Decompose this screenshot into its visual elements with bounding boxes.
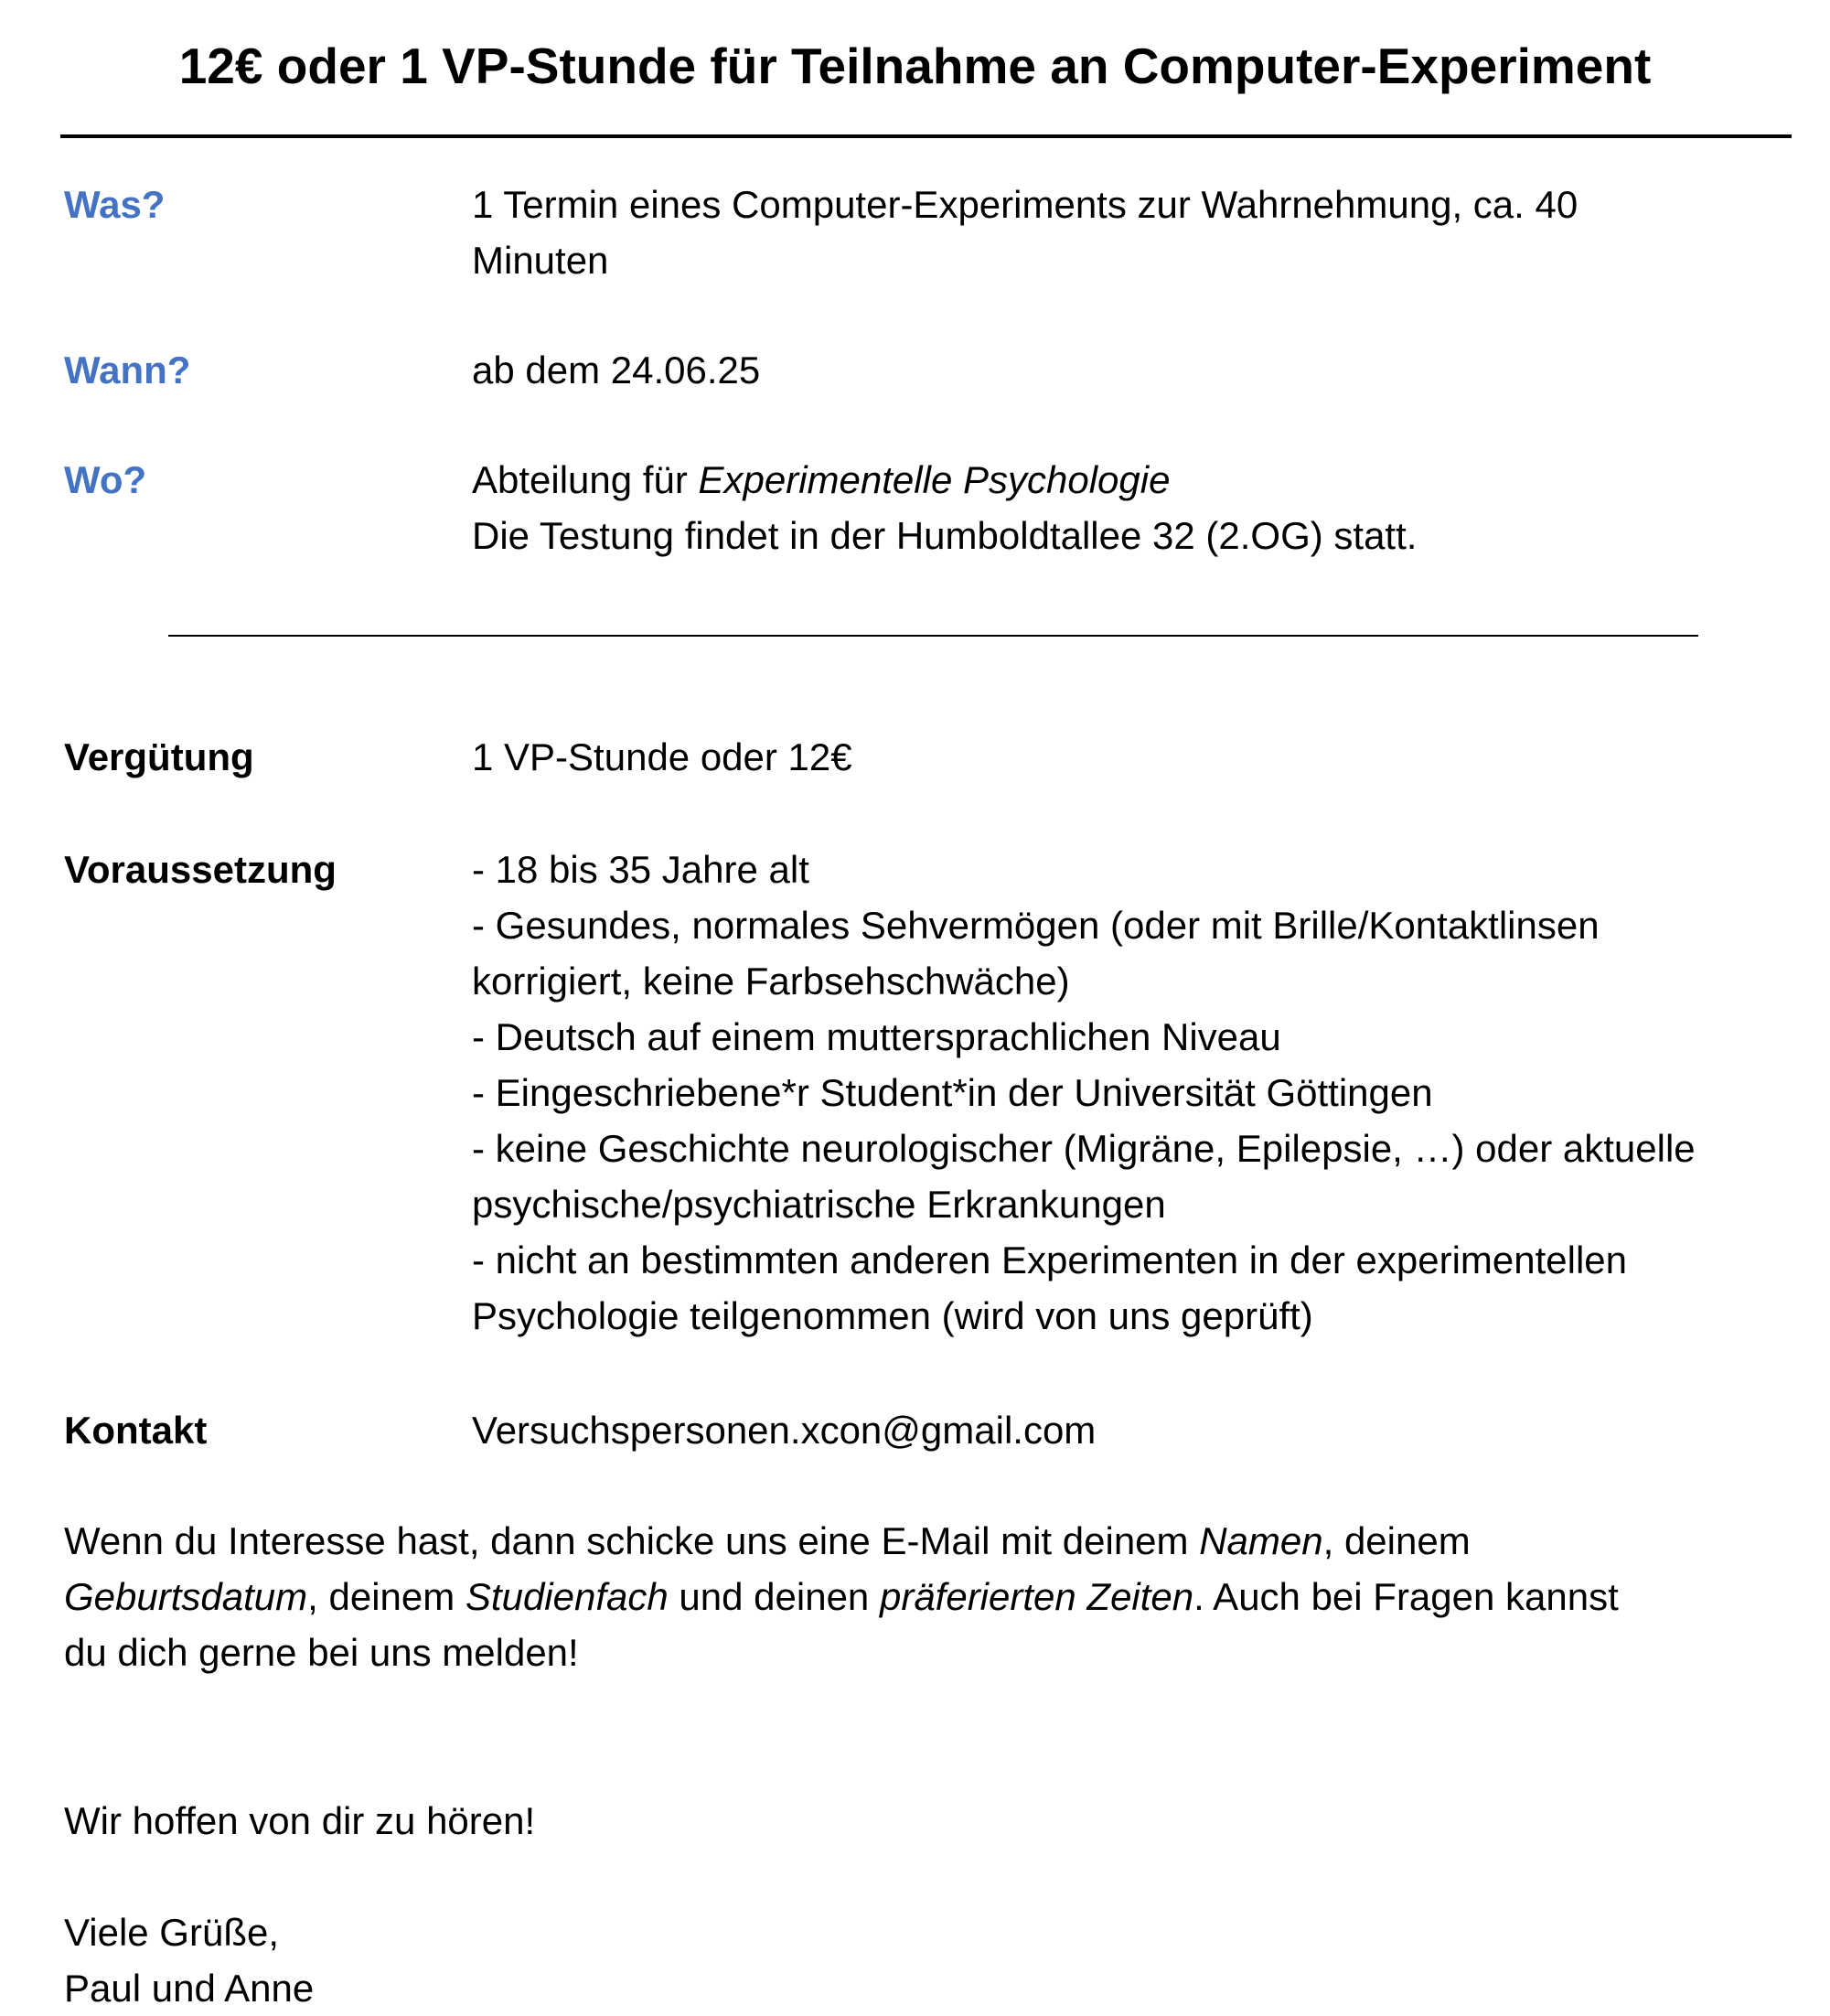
requirement-line: - Deutsch auf einem muttersprachlichen Niveau	[472, 1015, 1281, 1058]
contact-email: Versuchspersonen.xcon@gmail.com	[472, 1409, 1097, 1452]
label-kontakt: Kontakt	[64, 1409, 208, 1452]
requirement-line: Psychologie teilgenommen (wird von uns geprüft)	[472, 1294, 1313, 1337]
label-voraussetzung: Voraussetzung	[64, 848, 337, 891]
value-voraussetzung	[472, 842, 1696, 1344]
value-wo-line1	[472, 452, 1417, 508]
section-divider	[168, 635, 1698, 637]
interest-text: , deinem	[307, 1575, 466, 1618]
closing-signature	[64, 1904, 314, 2016]
label-verguetung: Vergütung	[64, 735, 254, 778]
label-was: Was?	[64, 183, 166, 226]
interest-text: , deinem	[1322, 1519, 1471, 1562]
interest-emphasis-geburtsdatum: Geburtsdatum	[64, 1575, 308, 1618]
page-title: 12€ oder 1 VP-Stunde für Teilnahme an Computer-Experiment	[178, 38, 1652, 94]
label-wo: Wo?	[64, 458, 147, 501]
interest-line-3: du dich gerne bei uns melden!	[64, 1631, 579, 1674]
value-was	[472, 177, 1578, 288]
title-divider	[60, 134, 1792, 138]
requirement-line: - Eingeschriebene*r Student*in der Universität Göttingen	[472, 1071, 1433, 1114]
label-wann: Wann?	[64, 349, 191, 391]
interest-emphasis-namen: Namen	[1199, 1519, 1323, 1562]
interest-text: . Auch bei Fragen kannst	[1193, 1575, 1619, 1618]
interest-text: Wenn du Interesse hast, dann schicke uns eine E-Mail mit deinem	[64, 1519, 1200, 1562]
requirement-line: - nicht an bestimmten anderen Experimenten in der experimentellen	[472, 1239, 1628, 1281]
interest-line-2	[64, 1569, 1619, 1625]
value-wo-department: Experimentelle Psychologie	[698, 458, 1171, 501]
requirement-line: - 18 bis 35 Jahre alt	[472, 848, 809, 891]
value-wann: ab dem 24.06.25	[472, 349, 761, 391]
requirement-line: - keine Geschichte neurologischer (Migräne, Epilepsie, …) oder aktuelle	[472, 1127, 1696, 1170]
value-wo	[472, 452, 1417, 563]
requirement-line: psychische/psychiatrische Erkrankungen	[472, 1183, 1166, 1226]
requirement-line: korrigiert, keine Farbsehschwäche)	[472, 960, 1070, 1003]
interest-text: und deinen	[668, 1575, 880, 1618]
closing-names: Paul und Anne	[64, 1967, 315, 2010]
interest-line-1	[64, 1513, 1619, 1569]
closing-hope: Wir hoffen von dir zu hören!	[64, 1799, 536, 1842]
requirement-line: - Gesundes, normales Sehvermögen (oder mit Brille/Kontaktlinsen	[472, 904, 1600, 947]
value-wo-prefix: Abteilung für	[472, 458, 699, 501]
interest-paragraph	[64, 1513, 1619, 1680]
interest-emphasis-studienfach: Studienfach	[465, 1575, 669, 1618]
closing-greeting: Viele Grüße,	[64, 1911, 279, 1954]
value-was-line2: Minuten	[472, 239, 609, 282]
interest-emphasis-zeiten: präferierten Zeiten	[879, 1575, 1194, 1618]
value-was-line1: 1 Termin eines Computer-Experiments zur Wahrnehmung, ca. 40	[472, 183, 1579, 226]
value-verguetung: 1 VP-Stunde oder 12€	[472, 735, 852, 778]
value-wo-line2: Die Testung findet in der Humboldtallee 32 (2.OG) statt.	[472, 514, 1418, 557]
